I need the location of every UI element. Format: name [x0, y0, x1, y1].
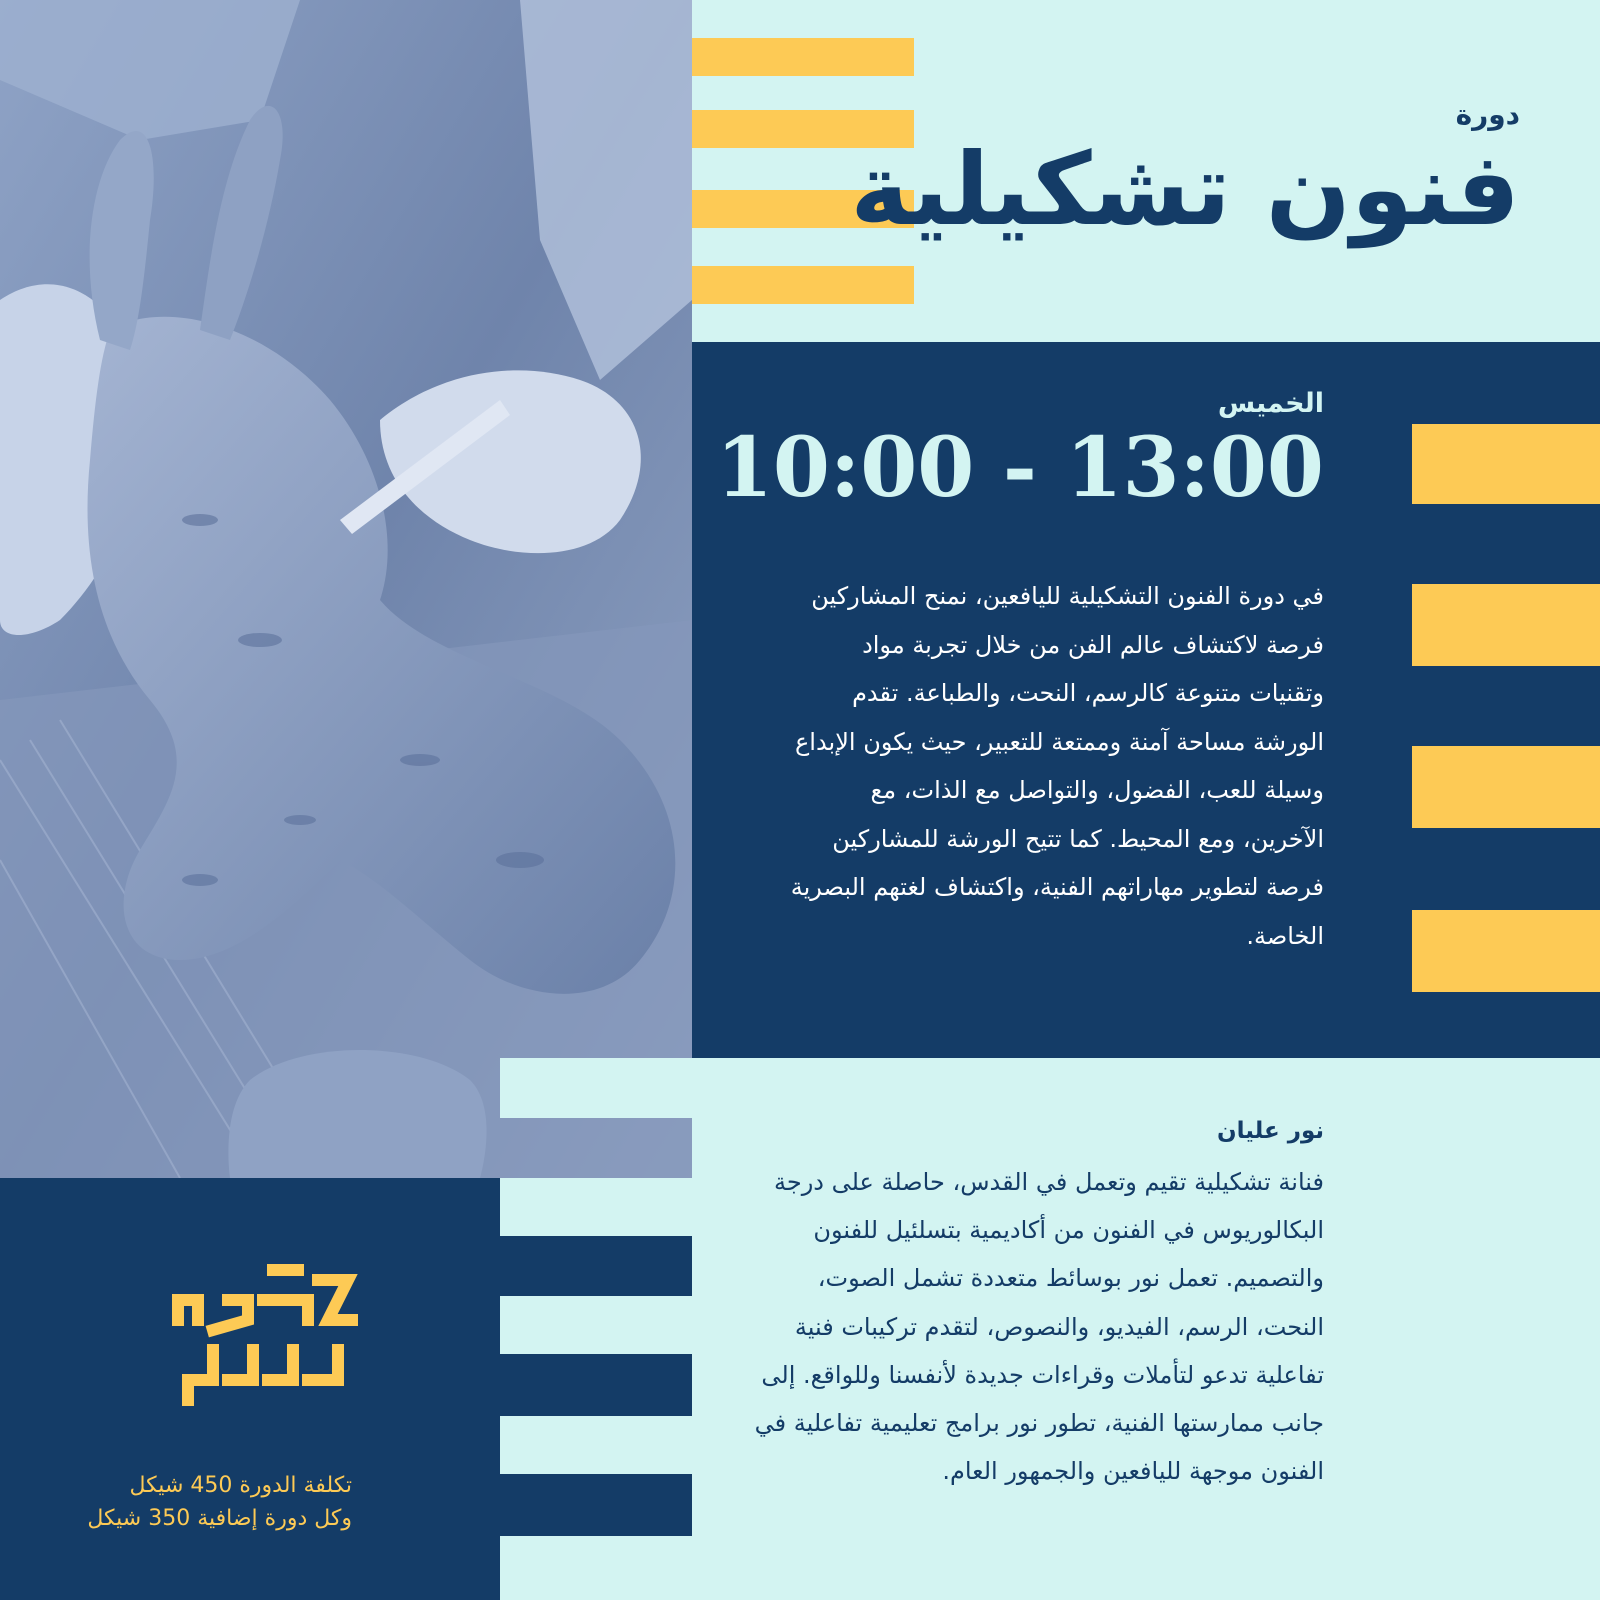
- clay-sculpture-photo: [0, 0, 692, 1178]
- decor-stripe: [500, 1536, 692, 1600]
- decor-stripe: [500, 1416, 692, 1474]
- decor-block: [1412, 746, 1600, 828]
- decor-block: [1412, 910, 1600, 992]
- decor-stripe: [500, 1178, 692, 1236]
- center-logo: [168, 1260, 358, 1414]
- schedule-day: الخميس: [1217, 388, 1324, 419]
- schedule-time: 10:00 - 13:00: [715, 420, 1324, 516]
- decor-block: [1412, 584, 1600, 666]
- artist-name: نور عليان: [1216, 1118, 1324, 1144]
- decor-stripe: [500, 1058, 692, 1118]
- decor-stripe: [692, 38, 914, 76]
- decor-block: [1412, 424, 1600, 504]
- decor-stripe: [692, 266, 914, 304]
- course-title: فنون تشكيلية: [850, 131, 1520, 248]
- decor-stripe: [500, 1296, 692, 1354]
- course-description: في دورة الفنون التشكيلية لليافعين، نمنح المشاركين فرصة لاكتشاف عالم الفن من خلال تجربة مواد وتقنيات متنوعة كالرسم، النحت، والطباعة. تقدم الورشة مساحة آمنة وممتعة للتعبير، حيث يكون الإبداع وسيلة للعب، الفضول، والتواصل مع الذات، مع الآخرين، ومع المحيط. كما تتيح الورشة للمشاركين فرصة لتطوير مهاراتهم الفنية، واكتشاف لغتهم البصرية الخاصة.: [790, 582, 1324, 950]
- artist-bio: فنانة تشكيلية تقيم وتعمل في القدس، حاصلة على درجة البكالوريوس في الفنون من أكاديمية بتسلئيل للفنون والتصميم. تعمل نور بوسائط متعددة تشمل الصوت، النحت، الرسم، الفيديو، والنصوص، لتقدم تركيبات فنية تفاعلية تدعو لتأملات وقراءات جديدة لأنفسنا وللواقع. إلى جانب ممارستها الفنية، تطور نور برامج تعليمية تفاعلية في الفنون موجهة لليافعين والجمهور العام.: [754, 1168, 1324, 1486]
- fee-additional: وكل دورة إضافية 350 شيكل: [87, 1506, 352, 1531]
- course-label: دورة: [1455, 98, 1520, 131]
- fee-course: تكلفة الدورة 450 شيكل: [129, 1473, 352, 1498]
